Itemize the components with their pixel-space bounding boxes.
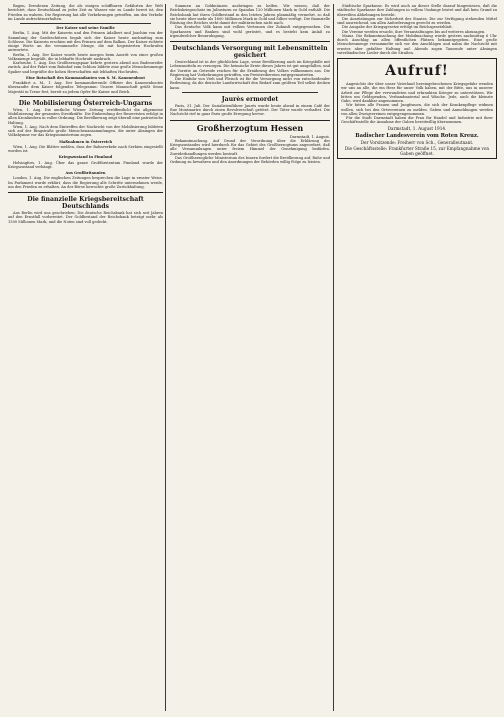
article-text: Mainz. Die Bekanntmachung der Mobilmachung wurde gestern nachmittag 6 Uhr durch Anschlag an allen öffentlichen Plätzen bekanntgegeben. Eine große Menschenmenge versammelte sich vor den Anschlägen und nahm die Nachricht mit ernster, aber gefaßter Haltung auf. Abends zogen Tausende unter Absingen vaterländischer Lieder durch die Straßen. (337, 33, 497, 55)
article-text: Städtische Sparkasse. Es wird auch an dieser Stelle darauf hingewiesen, daß die städtische Sparkasse ihre Zahlungen in vollem Umfange leistet und daß kein Grund zu übereilten Abhebungen besteht. (337, 4, 497, 17)
headline: Jaurès ermordet (221, 95, 279, 103)
divider (170, 41, 330, 42)
headline: Die finanzielle Kriegsbereitschaft Deutschlands (27, 196, 144, 210)
article-text: Helsingfors, 1. Aug. Über das ganze Großfürstentum Finnland wurde der Kriegszustand verhängt. (8, 160, 163, 169)
article-text: Bekanntmachung. Auf Grund der Verordnung über die Erklärung des Kriegszustandes wird hierdurch für das Gebiet des Großherzogtums angeordnet, daß alle Versammlungen unter freiem Himmel der Genehmigung bedürfen. Zuwiderhandlungen werden bestraft. (170, 138, 330, 156)
article-text: Wien, 1. Aug. Die amtliche Wiener Zeitung veröffentlicht die allgemeine Mobilisierung der gesamten Streitkräfte. Die Einberufung der Reservisten erfolgt in allen Kronländern in voller Ordnung. Die Bevölkerung zeigt überall eine patriotische Haltung. (8, 107, 163, 125)
article-text: Berlin, 1. Aug. Der Kaiser wurde heute morgen beim Ausritt von einer großen Volksmenge begrüßt, die in lebhafte Hochrufe ausbrach. (8, 52, 163, 61)
article-text: Summen an Goldmünzen ausbringen zu helfen. Wir wissen, daß der Reichskriegsschatz im Juliusturm zu Spandau 120 Millionen Mark in Gold enthält. Die Reichsbank hat ihren Goldbestand in den letzten Jahren planmäßig vermehrt, so daß sie heute über mehr als 1600 Millionen Mark in Gold und Silber verfügt. Die finanzielle Rüstung des Reiches steht damit der militärischen nicht nach. (170, 4, 330, 25)
column-rule (333, 4, 334, 711)
headline: Der Kaiser und seine Familie (56, 26, 115, 30)
article-text: Das Großherzogliche Ministerium des Innern fordert die Bevölkerung auf, Ruhe und Ordnung zu bewahren und den Anordnungen der Behörden willig Folge zu leisten. (170, 155, 330, 164)
article-text: Wir bitten alle Frauen und Jungfrauen, die sich der Krankenpflege widmen wollen, sich bei den Ortsvereinen zu melden. Gaben und Anmeldungen werden von allen Zweigvereinen entgegengenommen. (341, 103, 493, 116)
dateline: Darmstadt, 1. August. (289, 134, 330, 139)
article-text: Frankfurt a. M., 1. Aug. Der kommandierende Offizier des Kanonenbootes übersandte dem Kaiser folgendes Telegramm: Unsere Mannschaft grüßt Seine Majestät in Treue fest, bereit zu jedem Opfer für Kaiser und Reich. (8, 81, 163, 94)
article-text: Die Ausrüstungen zur Sicherheit des Staates. Die zur Verfügung stehenden Mittel sind ausreichend, um allen Anforderungen gerecht zu werden. (337, 16, 497, 25)
article-text: Wien, 1. Aug. Die Blätter melden, dass der Bahnverkehr nach Serbien eingestellt worden ist. (8, 144, 163, 153)
headline: Eine Botschaft des Kommandanten von S. M. Kanonenboot (25, 75, 146, 80)
divider (182, 92, 318, 93)
column-1 (8, 4, 163, 711)
appeal-box (337, 58, 497, 159)
article-text: Deutschland ist in der glücklichen Lage, seine Bevölkerung auch im Kriegsfalle mit Lebensmitteln zu versorgen. Die heimische Ernte dieses Jahres ist gut ausgefallen, und die Vorräte an Getreide reichen für die Ernährung des Volkes vollkommen aus. Die Regierung hat Vorkehrungen getroffen, um Preistreibereien entgegenzutreten. (170, 60, 330, 77)
appeal-title: Aufruf! (385, 63, 449, 79)
article-text: Die Vereine werden ersucht, ihre Veranstaltungen bis auf weiteres abzusagen. (342, 29, 486, 34)
divider (20, 96, 151, 97)
article-text: Angesichts der über unser Vaterland hereingebrochenen Kriegsgefahr wenden wir uns an alle, die ein Herz für unser Volk haben, mit der Bitte, uns in unserer Arbeit zur Pflege der verwundeten und erkrankten Krieger zu unterstützen. Wir bitten um Geldspenden, Verbandmaterial und Wäsche. Jede, auch die kleinste Gabe, wird dankbar angenommen. (341, 82, 493, 103)
headline: Maßnahmen in Österreich (58, 139, 113, 144)
column-3 (337, 4, 497, 711)
headline: Großherzogtum Hessen (196, 122, 304, 133)
signature-organization: Badischer Landesverein vom Roten Kreuz. (355, 132, 479, 139)
article-text: Wien, 1. Aug. Nach dem Eintreffen der Nachricht von der Mobilisierung bildeten sich auf der Ringstraße große Menschenansammlungen, die unter Absingen der Volkshymne vor das Kriegsministerium zogen. (8, 124, 163, 138)
article-text: Paris, 31. Juli. Der Sozialistenführer Jaurès wurde heute abend in einem Café der Rue Montmartre durch einen Revolverschuß getötet. Der Täter wurde verhaftet. Die Nachricht rief in ganz Paris große Erregung hervor. (170, 103, 330, 117)
column-2 (170, 4, 330, 711)
headline: Aus Großbritannien (65, 171, 106, 175)
article-text: Das deutsche Volk kann mit vollem Vertrauen der Zukunft entgegensehen. Die Sparkassen und Banken sind wohl gerüstet, und es besteht kein Anlaß zu irgendwelcher Beunruhigung. (170, 25, 330, 38)
article-text: London, 1. Aug. Die englischen Zeitungen besprechen die Lage in ernster Weise. Im Parlament wurde erklärt, dass die Regierung alle Schritte unternehmen werde, um den Frieden zu erhalten. An der Börse herrschte große Zurückhaltung. (8, 176, 163, 189)
divider (8, 192, 163, 193)
article-text: Bagen, Dresdenen Zeitung, die als einigen schiffbaren Gefährten der Welt berichtet, dass Deutschland zu jeder Zeit zu Wasser wie zu Lande bereit ist, den Frieden zu wahren. Die Regierung hat alle Vorkehrungen getroffen, um den Verkehr im Lande aufrechtzuerhalten. (8, 4, 163, 21)
article-text: Aus Berlin wird uns geschrieben: Die deutsche Reichsbank hat sich seit Jahren auf den Ernstfall vorbereitet. Der Goldbestand der Reichsbank beträgt mehr als 1300 Millionen Mark, und die Noten sind voll gedeckt. (8, 211, 163, 224)
article-text: Die Einfuhr von Vieh und Fleisch ist für die Versorgung nicht von entscheidender Bedeutung, da die deutsche Landwirtschaft den Bedarf zum größten Teil selbst decken kann. (170, 77, 330, 90)
headline: Die Mobilisierung Österreich-Ungarns (18, 99, 153, 107)
dateline: Darmstadt, 1. August 1914. (387, 125, 447, 131)
divider (20, 23, 151, 24)
article-text: Karlsruhe, 1. Aug. Das Großherzogspaar kehrte gestern abend aus Badenweiler zurück. Auf der Fahrt vom Bahnhof zum Schloss bildete eine große Menschenmenge Spalier und begrüßte die hohen Herrschaften mit lebhaften Hochrufen. (8, 61, 163, 74)
article-text: Berlin, 1. Aug. Mit der Kaiserin und den Prinzen Adalbert und Joachim von der Sammlung der Gardeschützen begab sich der Kaiser heute nachmittag zum Schlosse. Die Kaiserin erschien mit den Prinzen auf dem Balkon. Der Kaiser richtete einige Worte an die versammelte Menge, die mit begeisterten Hochrufen antwortete. (8, 31, 163, 53)
signature-chair: Der Vorsitzende: Freiherr von Sch., Generalleutnant. (360, 139, 474, 145)
footer-note: Die Geschäftsstelle: Frankfurter Straße 15, zur Empfangnahme von Gaben geöffnet. (344, 145, 490, 156)
article-text: Die Ausgabe der Kriegsgesetze erfolgt im Reichsgesetzblatt. (342, 25, 453, 30)
headline: Deutschlands Versorgung mit Lebensmitteln gesichert (172, 45, 328, 59)
divider (170, 120, 330, 121)
column-rule (165, 4, 166, 711)
article-text: Für die Stadt Darmstadt haben die Frau für Handel und Industrie mit ihrer Geschäftsstelle die Annahme der Gaben bereitwillig übernommen. (341, 116, 493, 125)
headline: Kriegszustand in Finnland (58, 155, 113, 160)
